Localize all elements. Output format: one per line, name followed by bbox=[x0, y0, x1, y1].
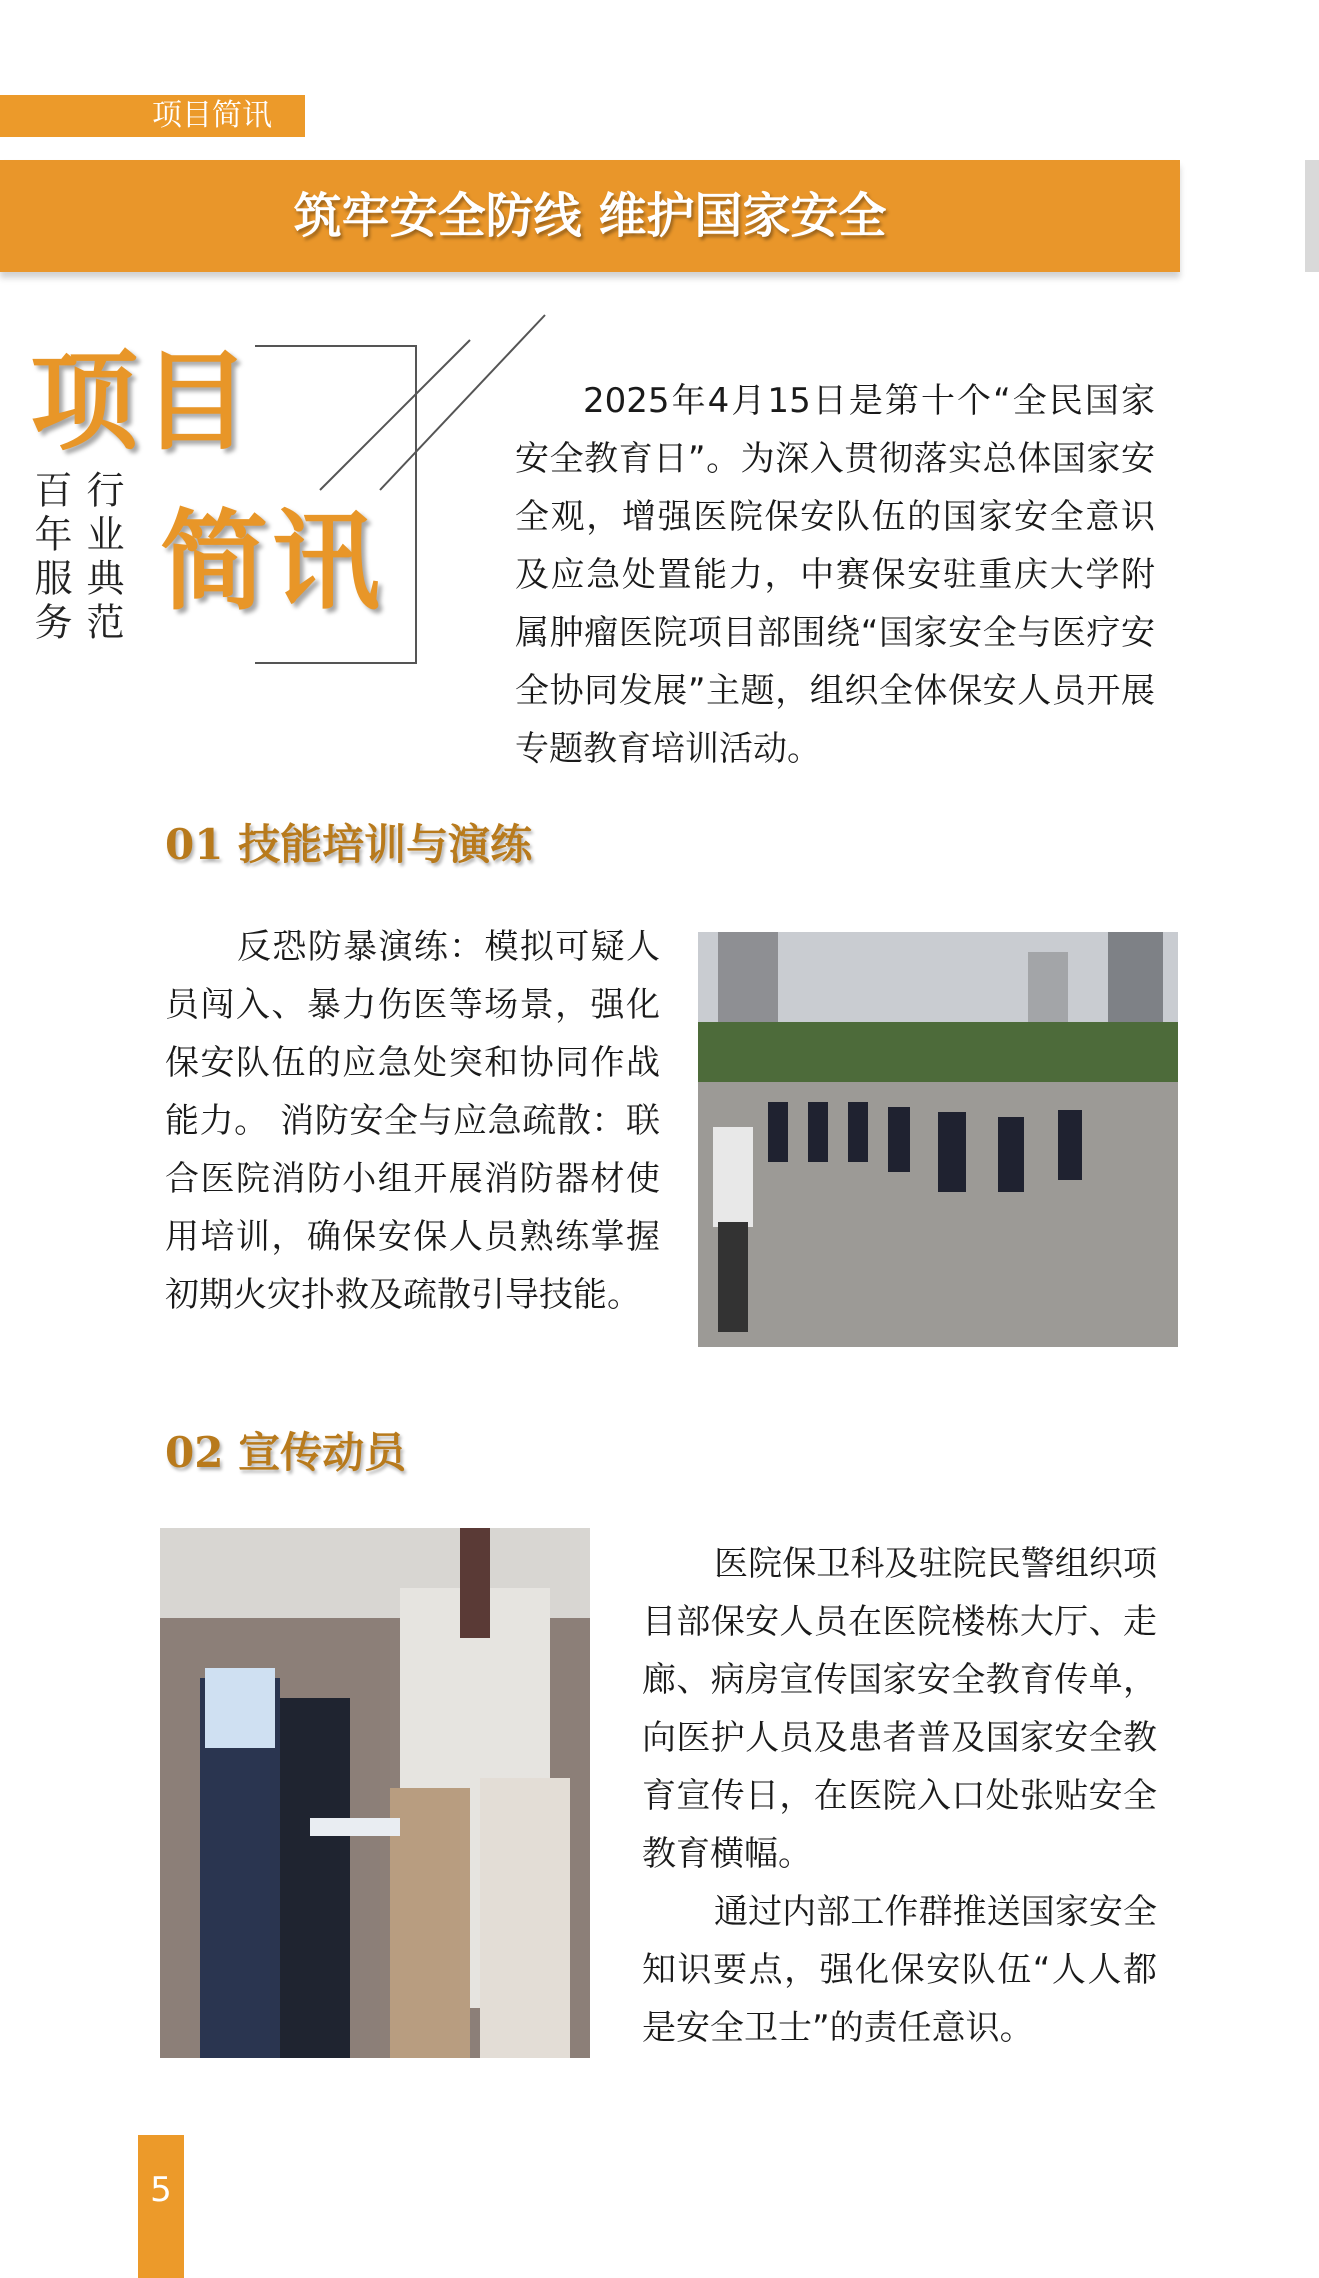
section-heading-skills: 01 技能培训与演练 bbox=[165, 820, 533, 869]
intro-paragraph: 2025年4月15日是第十个“全民国家安全教育日”。为深入贯彻落实总体国家安全观，增强医院保安队伍的国家安全意识及应急处置能力，中赛保安驻重庆大学附属肿瘤医院项目部围绕“国家安全与医疗安全协同发展”主题，组织全体保安人员开展专题教育培训活动。 bbox=[515, 381, 1155, 769]
drill-photo bbox=[698, 932, 1178, 1347]
adjacent-page-edge bbox=[1305, 160, 1319, 272]
section-tag: 项目简讯 bbox=[0, 95, 305, 137]
promotion-text bbox=[642, 1535, 1157, 2057]
section-heading-promotion: 02 宣传动员 bbox=[165, 1428, 407, 1477]
page-number: 5 bbox=[138, 2135, 184, 2278]
promotion-paragraph-1: 医院保卫科及驻院民警组织项目部保安人员在医院楼栋大厅、走廊、病房宣传国家安全教育传单，向医护人员及患者普及国家安全教育宣传日，在医院入口处张贴安全教育横幅。 bbox=[642, 1544, 1157, 1874]
hallway-photo bbox=[160, 1528, 590, 2058]
big-title-line2: 简讯 bbox=[160, 499, 385, 625]
title-banner: 筑牢安全防线 维护国家安全 bbox=[0, 160, 1180, 272]
slogan-left: 百年服务 bbox=[28, 470, 72, 646]
promotion-paragraph-2: 通过内部工作群推送国家安全知识要点，强化保安队伍“人人都是安全卫士”的责任意识。 bbox=[642, 1892, 1157, 2048]
skills-paragraph: 反恐防暴演练：模拟可疑人员闯入、暴力伤医等场景，强化保安队伍的应急处突和协同作战能力。 消防安全与应急疏散：联合医院消防小组开展消防器材使用培训，确保安保人员熟练掌握初期火灾扑救及疏散引导技能。 bbox=[165, 927, 660, 1315]
big-title-line1: 项目 bbox=[30, 339, 255, 465]
slogan-right: 行业典范 bbox=[80, 470, 124, 646]
